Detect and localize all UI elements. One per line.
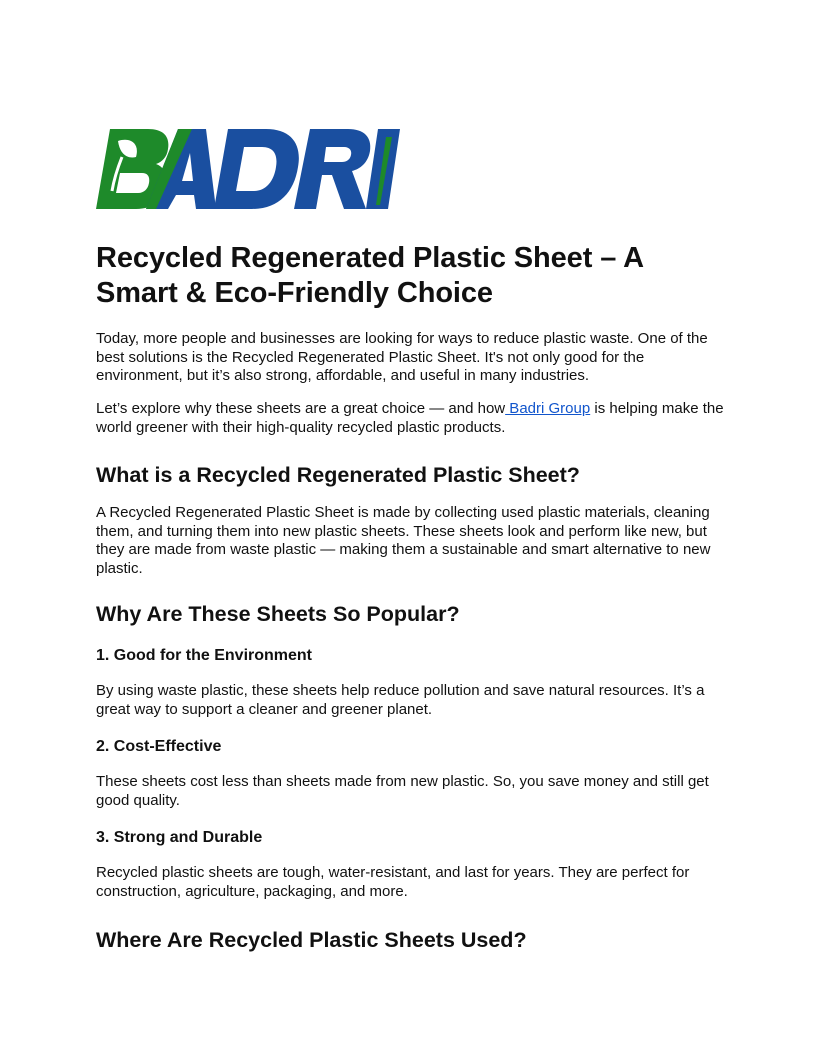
heading-where-used: Where Are Recycled Plastic Sheets Used? xyxy=(96,928,527,952)
page-title: Recycled Regenerated Plastic Sheet – A Smart & Eco-Friendly Choice xyxy=(96,242,643,309)
what-is-paragraph: A Recycled Regenerated Plastic Sheet is made by collecting used plastic materials, cleaning them, and turning them into new plastic sheets. These sheets look and perform like new, but they are made from waste plastic — making them a sustainable and smart alternative to new plastic. xyxy=(96,504,711,577)
heading-why-popular: Why Are These Sheets So Popular? xyxy=(96,602,460,626)
intro-paragraph: Today, more people and businesses are looking for ways to reduce plastic waste. One of the best solutions is the Recycled Regenerated Plastic Sheet. It's not only good for the environment, but it’s also strong, affordable, and useful in many industries. xyxy=(96,330,708,384)
cost-effective-paragraph: These sheets cost less than sheets made from new plastic. So, you save money and still get good quality. xyxy=(96,773,709,809)
subheading-environment: 1. Good for the Environment xyxy=(96,647,313,664)
heading-what-is: What is a Recycled Regenerated Plastic Sheet? xyxy=(96,463,580,487)
subheading-cost-effective: 2. Cost-Effective xyxy=(96,738,222,755)
intro-text-after: is helping make the world greener with their high-quality recycled plastic products. xyxy=(96,400,724,436)
intro-text-before: Let’s explore why these sheets are a great choice — and how xyxy=(96,400,506,417)
strong-durable-paragraph: Recycled plastic sheets are tough, water-resistant, and last for years. They are perfect for construction, agriculture, packaging, and more. xyxy=(96,864,690,900)
environment-paragraph: By using waste plastic, these sheets help reduce pollution and save natural resources. It’s a great way to support a cleaner and greener planet. xyxy=(96,682,705,718)
badri-logo xyxy=(96,127,400,211)
badri-group-link[interactable]: Badri Group xyxy=(505,400,591,417)
badri-logo-graphic xyxy=(96,127,400,211)
intro-paragraph-2 xyxy=(96,400,726,437)
subheading-strong-durable: 3. Strong and Durable xyxy=(96,829,263,846)
